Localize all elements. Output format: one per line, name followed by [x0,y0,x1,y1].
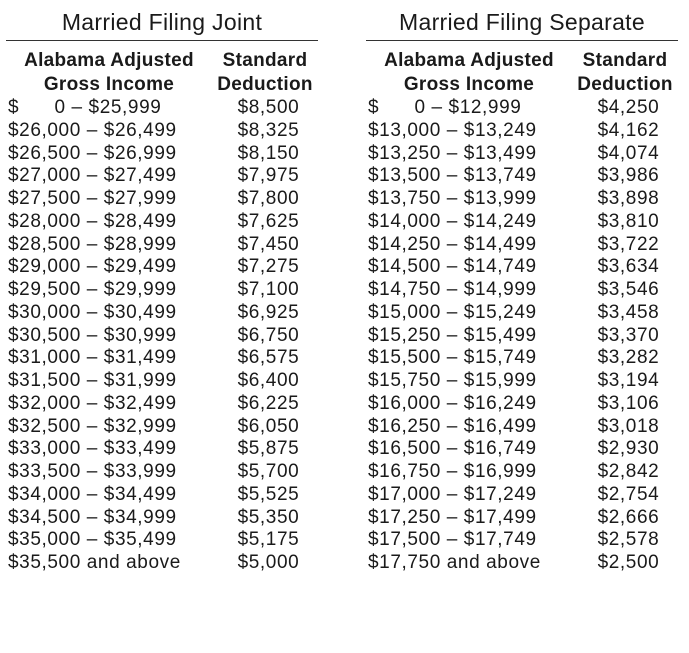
standard-deduction-cell: $7,100 [237,279,300,300]
income-range-cell: $34,500 – $34,999 [8,506,177,528]
table-row [6,484,318,507]
income-range-cell: $31,000 – $31,499 [8,347,177,369]
joint-rows [6,97,318,575]
standard-deduction-cell: $3,546 [597,279,660,300]
table-row [6,256,318,279]
income-range-cell: $32,000 – $32,499 [8,392,177,414]
income-range-cell: $15,500 – $15,749 [368,347,537,369]
table-row [6,97,318,120]
standard-deduction-cell: $3,282 [597,347,660,369]
table-row [366,120,678,143]
table-row [366,507,678,530]
table-row [6,438,318,461]
table-row [6,507,318,530]
joint-table-title: Married Filing Joint [6,8,318,41]
standard-deduction-cell: $4,162 [597,119,660,141]
table-row [6,165,318,188]
standard-deduction-cell: $8,325 [237,119,300,141]
income-range-cell: $15,000 – $15,249 [368,301,537,323]
standard-deduction-cell: $6,400 [237,370,300,391]
income-range-cell: $34,000 – $34,499 [8,483,177,505]
joint-deduction-header-line1: Standard [222,50,308,71]
table-row [6,143,318,166]
income-range-cell: $31,500 – $31,999 [8,370,177,391]
table-row [366,97,678,120]
standard-deduction-cell: $3,810 [597,210,660,232]
standard-deduction-cell: $7,450 [237,233,300,255]
income-range-cell: $29,500 – $29,999 [8,279,177,300]
income-range-cell: $13,000 – $13,249 [368,119,537,141]
income-range-cell: $28,500 – $28,999 [8,233,177,255]
table-row [6,370,318,393]
income-range-cell: $14,250 – $14,499 [368,233,537,255]
income-range-cell: $13,500 – $13,749 [368,165,537,187]
table-row [366,393,678,416]
table-row [366,529,678,552]
table-row [6,325,318,348]
income-range-cell: $13,250 – $13,499 [368,142,537,164]
standard-deduction-cell: $2,930 [597,438,660,460]
income-range-cell: $27,000 – $27,499 [8,165,177,187]
joint-income-header-line2: Gross Income [43,74,175,95]
joint-income-header-line1: Alabama Adjusted [24,50,194,71]
separate-rows [366,97,678,575]
table-row [366,552,678,575]
joint-deduction-header-line2: Deduction [217,74,313,95]
standard-deduction-cell: $2,500 [597,552,660,573]
table-row [6,347,318,370]
separate-deduction-header-line1: Standard [582,50,668,71]
standard-deduction-cell: $5,350 [237,506,300,528]
standard-deduction-cell: $8,500 [237,97,300,118]
income-range-cell: $14,500 – $14,749 [368,256,537,278]
table-row [6,211,318,234]
income-range-cell: $ 0 – $12,999 [368,97,522,118]
table-row [6,279,318,302]
income-range-cell: $17,750 and above [368,552,541,573]
table-row [366,256,678,279]
standard-deduction-cell: $3,458 [597,301,660,323]
standard-deduction-cell: $5,700 [237,461,300,482]
standard-deduction-cell: $3,370 [597,324,660,346]
standard-deduction-cell: $2,842 [597,461,660,482]
table-row [366,302,678,325]
separate-table-title: Married Filing Separate [366,8,678,41]
income-range-cell: $16,000 – $16,249 [368,392,537,414]
standard-deduction-cell: $5,525 [237,483,300,505]
table-row [6,234,318,257]
table-row [6,302,318,325]
table-row [6,529,318,552]
joint-income-header [6,49,212,97]
standard-deduction-cell: $6,575 [237,347,300,369]
standard-deduction-cell: $5,000 [237,552,300,573]
table-row [6,461,318,484]
table-row [366,325,678,348]
income-range-cell: $15,250 – $15,499 [368,324,537,346]
standard-deduction-cell: $3,986 [597,165,660,187]
income-range-cell: $16,250 – $16,499 [368,415,537,437]
income-range-cell: $17,500 – $17,749 [368,529,537,551]
standard-deduction-cell: $5,175 [237,529,300,551]
income-range-cell: $17,000 – $17,249 [368,483,537,505]
income-range-cell: $17,250 – $17,499 [368,506,537,528]
standard-deduction-cell: $3,898 [597,188,660,209]
standard-deduction-cell: $2,666 [597,506,660,528]
separate-income-header-line2: Gross Income [403,74,535,95]
table-row [366,234,678,257]
income-range-cell: $15,750 – $15,999 [368,370,537,391]
standard-deduction-cell: $6,925 [237,301,300,323]
standard-deduction-cell: $7,800 [237,188,300,209]
standard-deduction-cell: $3,106 [597,392,660,414]
standard-deduction-cell: $3,018 [597,415,660,437]
income-range-cell: $14,750 – $14,999 [368,279,537,300]
income-range-cell: $16,750 – $16,999 [368,461,537,482]
table-row [366,143,678,166]
table-row [366,438,678,461]
joint-deduction-header [212,49,318,97]
standard-deduction-cell: $6,225 [237,392,300,414]
standard-deduction-cell: $2,578 [597,529,660,551]
income-range-cell: $30,000 – $30,499 [8,301,177,323]
standard-deduction-cell: $4,074 [597,142,660,164]
standard-deduction-cell: $4,250 [597,97,660,118]
separate-deduction-header-line2: Deduction [577,74,673,95]
standard-deduction-cell: $8,150 [237,142,300,164]
separate-deduction-header [572,49,678,97]
table-row [6,120,318,143]
table-row [366,484,678,507]
table-row [6,552,318,575]
income-range-cell: $28,000 – $28,499 [8,210,177,232]
standard-deduction-cell: $2,754 [597,483,660,505]
standard-deduction-cell: $3,634 [597,256,660,278]
table-row [6,393,318,416]
separate-income-header-line1: Alabama Adjusted [384,50,554,71]
income-range-cell: $13,750 – $13,999 [368,188,537,209]
standard-deduction-cell: $7,625 [237,210,300,232]
standard-deduction-cell: $3,722 [597,233,660,255]
standard-deduction-cell: $3,194 [597,370,660,391]
income-range-cell: $26,000 – $26,499 [8,119,177,141]
income-range-cell: $33,500 – $33,999 [8,461,177,482]
income-range-cell: $27,500 – $27,999 [8,188,177,209]
income-range-cell: $35,000 – $35,499 [8,529,177,551]
married-filing-separate-table [366,8,678,575]
separate-income-header [366,49,572,97]
income-range-cell: $29,000 – $29,499 [8,256,177,278]
separate-column-headers [366,49,678,97]
income-range-cell: $32,500 – $32,999 [8,415,177,437]
standard-deduction-cell: $6,050 [237,415,300,437]
table-row [366,279,678,302]
married-filing-joint-table [6,8,318,575]
income-range-cell: $ 0 – $25,999 [8,97,162,118]
table-row [366,211,678,234]
table-row [366,416,678,439]
table-row [366,461,678,484]
standard-deduction-cell: $5,875 [237,438,300,460]
income-range-cell: $30,500 – $30,999 [8,324,177,346]
standard-deduction-cell: $7,975 [237,165,300,187]
income-range-cell: $26,500 – $26,999 [8,142,177,164]
standard-deduction-cell: $6,750 [237,324,300,346]
income-range-cell: $33,000 – $33,499 [8,438,177,460]
table-row [6,188,318,211]
standard-deduction-cell: $7,275 [237,256,300,278]
table-row [366,370,678,393]
income-range-cell: $35,500 and above [8,552,181,573]
table-row [366,165,678,188]
table-row [366,347,678,370]
income-range-cell: $14,000 – $14,249 [368,210,537,232]
joint-column-headers [6,49,318,97]
table-row [366,188,678,211]
income-range-cell: $16,500 – $16,749 [368,438,537,460]
table-row [6,416,318,439]
